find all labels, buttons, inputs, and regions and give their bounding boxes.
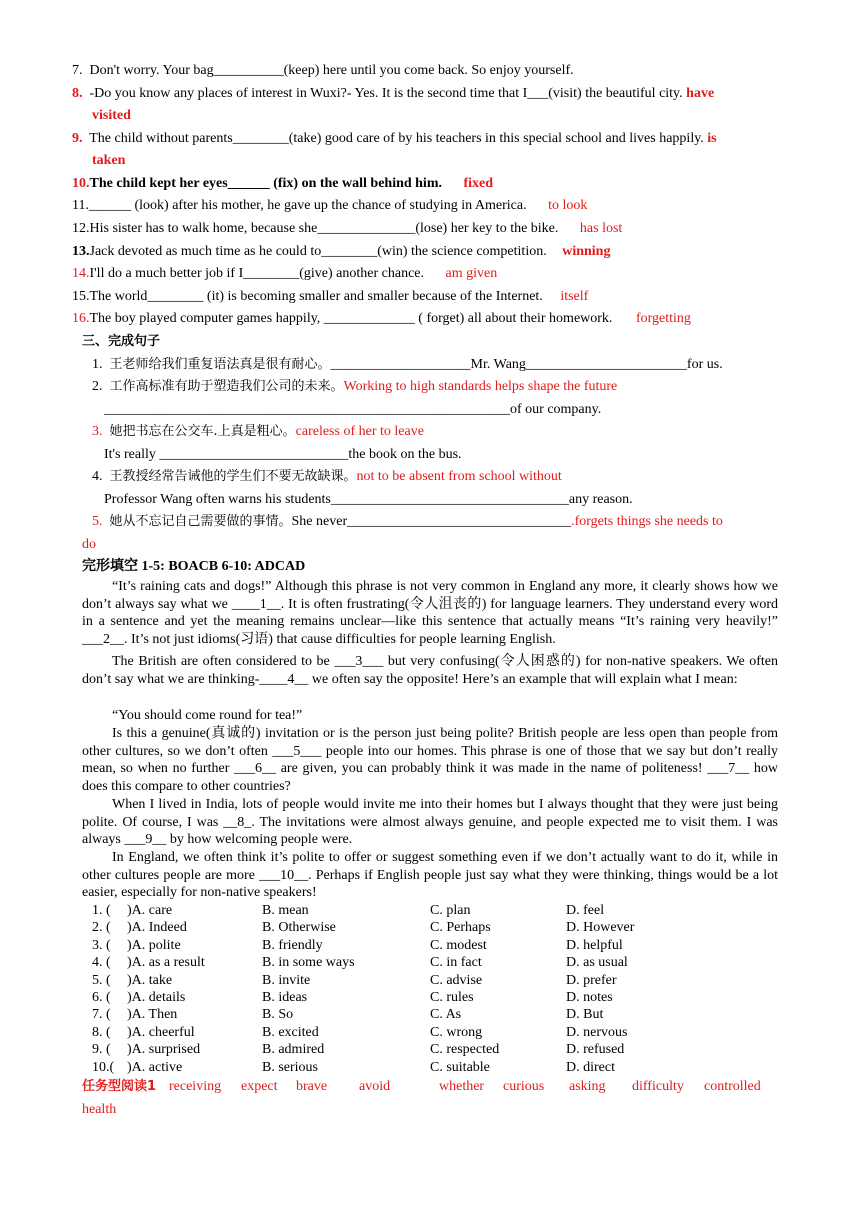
sentence-2-line	[104, 401, 601, 419]
paragraph-text: “It’s raining cats and dogs!” Although this phrase is not very common in England any more, it clearly shows how we don’t always say what we ____1__. It is often frustrating(令人沮丧的) for language learners. They understand every word in a sentence and yet the meaning remains unclear—like this sentence that actually means “It’s raining very heavily!” ___2__. It’s not just idioms(习语) that cause difficulties for people learning English.	[82, 579, 778, 647]
blank: ____________________	[330, 357, 471, 372]
cloze-paragraph-3	[82, 707, 778, 725]
question-7	[72, 62, 574, 80]
paragraph-text: The British are often considered to be ___3___ but very confusing(令人困惑的) for non-native speakers. We often don’t say what we are thinking-____4__ we often say the opposite! Here’s an example that will explain what I mean:	[82, 654, 778, 687]
word-10: health	[82, 1102, 117, 1117]
question-10	[72, 175, 493, 193]
option-c: C. suitable	[430, 1059, 490, 1075]
question-number: 10.	[72, 176, 90, 191]
option-number: 2. (	[92, 920, 111, 936]
answer: winning	[562, 244, 611, 259]
sentence-fragment: Professor Wang often warns his students	[104, 492, 331, 507]
option-c: C. in fact	[430, 955, 482, 971]
option-c: C. As	[430, 1007, 462, 1023]
option-b: B. excited	[262, 1024, 319, 1040]
option-b: B. Otherwise	[262, 920, 336, 936]
question-text: His sister has to walk home, because she______________(lose) her key to the bike.	[89, 221, 559, 236]
word-2: expect	[241, 1079, 278, 1094]
blank: __________________________________	[330, 492, 569, 507]
question-number: 13.	[72, 244, 90, 259]
option-a: )A. active	[127, 1059, 183, 1075]
cloze-paragraph-5	[82, 796, 778, 849]
question-text: The child kept her eyes______ (fix) on the wall behind him.	[89, 176, 442, 191]
option-number: 4. (	[92, 955, 111, 971]
question-number: 9.	[72, 131, 83, 146]
option-c: C. respected	[430, 1042, 500, 1058]
option-number: 8. (	[92, 1024, 111, 1040]
option-b: B. admired	[262, 1042, 325, 1058]
option-a: )A. Indeed	[127, 920, 187, 936]
question-14	[72, 265, 497, 283]
question-number: 3.	[92, 424, 103, 439]
option-number: 9. (	[92, 1042, 111, 1058]
question-text: The child without parents________(take) good care of by his teachers in this special school and lives happily.	[89, 131, 704, 146]
sentence-fragment: of our company.	[510, 402, 602, 417]
word-1: receiving	[169, 1079, 222, 1094]
sentence-fragment: any reason.	[568, 492, 633, 507]
question-8	[72, 85, 714, 103]
sentence-fragment: She never	[291, 514, 348, 529]
question-number: 2.	[92, 379, 103, 394]
answer: Working to high standards helps shape the future	[343, 379, 618, 394]
sentence-fragment: the book on the bus.	[348, 447, 462, 462]
option-a: )A. cheerful	[127, 1024, 195, 1040]
question-text: Don't worry. Your bag__________(keep) here until you come back. So enjoy yourself.	[89, 63, 574, 78]
word-9: controlled	[704, 1079, 761, 1094]
cloze-paragraph-6	[82, 849, 778, 902]
task-reading-heading: 任务型阅读1	[82, 1079, 157, 1094]
question-number: 8.	[72, 86, 83, 101]
answer: fixed	[463, 176, 494, 191]
answer: not to be absent from school without	[356, 469, 562, 484]
task-reading	[82, 1078, 156, 1096]
paragraph-text: When I lived in India, lots of people would invite me into their homes but I always thought that they were just being polite. Of course, I was __8_. The invitations were almost always genuine, and people expected me to visit them. I was always ___9__ by how welcoming people were.	[82, 797, 778, 848]
sentence-3	[92, 423, 424, 441]
sentence-3-line	[104, 446, 462, 464]
question-15	[72, 288, 588, 306]
sentence-4	[92, 468, 562, 486]
blank: ___________________________	[159, 447, 349, 462]
answer: to look	[548, 198, 588, 213]
chinese-prompt: 她从不忘记自己需要做的事情。	[109, 514, 292, 529]
answer-continued: do	[82, 537, 96, 552]
sentence-5	[92, 513, 723, 531]
option-c: C. wrong	[430, 1024, 483, 1040]
question-number: 7.	[72, 63, 83, 78]
option-a: )A. as a result	[127, 955, 205, 971]
option-b: B. in some ways	[262, 955, 355, 971]
option-a: )A. care	[127, 903, 173, 918]
question-number: 16.	[72, 311, 90, 326]
paragraph-text: In England, we often think it’s polite to offer or suggest something even if we don’t actually want to do it, while in other cultures people are more ___10__. Perhaps if English people just say what they were thinking, things would be a lot easier, especially for non-native speakers!	[82, 850, 778, 901]
option-c: C. Perhaps	[430, 920, 491, 936]
chinese-prompt: 工作高标准有助于塑造我们公司的未来。	[109, 379, 344, 394]
question-number: 1.	[92, 357, 103, 372]
chinese-prompt: 她把书忘在公交车.上真是粗心。	[109, 424, 296, 439]
option-d: D. refused	[566, 1042, 625, 1058]
answer: forgetting	[635, 311, 691, 326]
paragraph-text: Is this a genuine(真诚的) invitation or is the person just being polite? British people are less open than people from other cultures, so we don’t often ___5___ people into our homes. This phrase is one of those that we say but don’t really mean, so when no further ___6__ are given, you can probably think it was made in the name of politeness! ___7__ how does this compare to other countries?	[82, 726, 778, 794]
sentence-2	[92, 378, 617, 396]
question-text: The world________ (it) is becoming smaller and smaller because of the Internet.	[89, 289, 543, 304]
question-13	[72, 243, 610, 261]
sentence-fragment: Mr. Wang	[470, 357, 526, 372]
question-text: I'll do a much better job if I________(give) another chance.	[89, 266, 425, 281]
question-text: The boy played computer games happily, _____________ ( forget) all about their homework.	[89, 311, 613, 326]
question-number: 14.	[72, 266, 90, 281]
option-b: B. invite	[262, 972, 311, 988]
blank: _______________________	[525, 357, 687, 372]
question-11	[72, 197, 587, 215]
question-number: 5.	[92, 514, 103, 529]
option-a: )A. Then	[127, 1007, 178, 1023]
answer: careless of her to leave	[295, 424, 424, 439]
question-number: 12.	[72, 221, 90, 236]
option-d: D. nervous	[566, 1024, 628, 1040]
section-title: 三、完成句子	[82, 334, 161, 349]
question-text: ______ (look) after his mother, he gave up the chance of studying in America.	[88, 198, 527, 213]
sentence-fragment: It's really	[104, 447, 156, 462]
cloze-paragraph-2	[82, 653, 778, 688]
answer: has lost	[579, 221, 623, 236]
sentence-4-line	[104, 491, 633, 509]
word-5: whether	[439, 1079, 485, 1094]
option-d: D. direct	[566, 1059, 615, 1075]
question-text: -Do you know any places of interest in Wuxi?- Yes. It is the second time that I___(visit) the beautiful city.	[89, 86, 683, 101]
word-3: brave	[296, 1079, 328, 1094]
option-number: 5. (	[92, 972, 111, 988]
option-a: )A. surprised	[127, 1042, 201, 1058]
sentence-1	[92, 356, 723, 374]
question-text: Jack devoted as much time as he could to________(win) the science competition.	[89, 244, 547, 259]
blank: __________________________________________________________	[104, 402, 510, 417]
question-12	[72, 220, 622, 238]
word-4: avoid	[359, 1079, 391, 1094]
option-d: D. helpful	[566, 937, 623, 953]
cloze-heading: 完形填空 1-5: BOACB 6-10: ADCAD	[82, 559, 306, 574]
question-number: 11.	[72, 198, 89, 213]
answer: itself	[560, 289, 589, 304]
option-a: )A. polite	[127, 937, 181, 953]
answer: am given	[445, 266, 498, 281]
answer: .forgets things she needs to	[571, 514, 723, 529]
option-d: D. But	[566, 1007, 604, 1023]
option-d: D. However	[566, 920, 635, 936]
option-a: )A. take	[127, 972, 173, 988]
option-b: B. ideas	[262, 990, 308, 1005]
word-8: difficulty	[632, 1079, 684, 1094]
option-c: C. rules	[430, 990, 474, 1005]
answer: have	[686, 86, 715, 101]
chinese-prompt: 王教授经常告诫他的学生们不要无故缺课。	[109, 469, 357, 484]
option-b: B. serious	[262, 1059, 318, 1075]
answer-continued: visited	[92, 108, 131, 123]
option-b: B. So	[262, 1007, 294, 1023]
option-b: B. friendly	[262, 937, 323, 953]
option-c: C. advise	[430, 972, 483, 988]
option-d: D. as usual	[566, 955, 628, 971]
option-number: 3. (	[92, 937, 111, 953]
cloze-paragraph-4	[82, 725, 778, 795]
option-number: 6. (	[92, 990, 111, 1005]
word-6: curious	[503, 1079, 545, 1094]
option-d: D. notes	[566, 990, 613, 1005]
question-number: 15.	[72, 289, 90, 304]
blank: ________________________________	[347, 514, 572, 529]
option-number: 7. (	[92, 1007, 111, 1023]
option-d: D. feel	[566, 903, 605, 918]
option-c: C. plan	[430, 903, 471, 918]
option-b: B. mean	[262, 903, 309, 918]
option-a: )A. details	[127, 990, 186, 1005]
question-number: 4.	[92, 469, 103, 484]
option-number: 1. (	[92, 903, 111, 918]
sentence-fragment: for us.	[686, 357, 723, 372]
answer: is	[707, 131, 717, 146]
answer-continued: taken	[92, 153, 126, 168]
cloze-paragraph-1	[82, 578, 778, 648]
question-9	[72, 130, 717, 148]
question-16	[72, 310, 691, 328]
chinese-prompt: 王老师给我们重复语法真是很有耐心。	[109, 357, 331, 372]
option-c: C. modest	[430, 937, 487, 953]
option-d: D. prefer	[566, 972, 617, 988]
word-7: asking	[569, 1079, 606, 1094]
option-number: 10.(	[92, 1059, 115, 1075]
paragraph-text: “You should come round for tea!”	[112, 708, 303, 723]
